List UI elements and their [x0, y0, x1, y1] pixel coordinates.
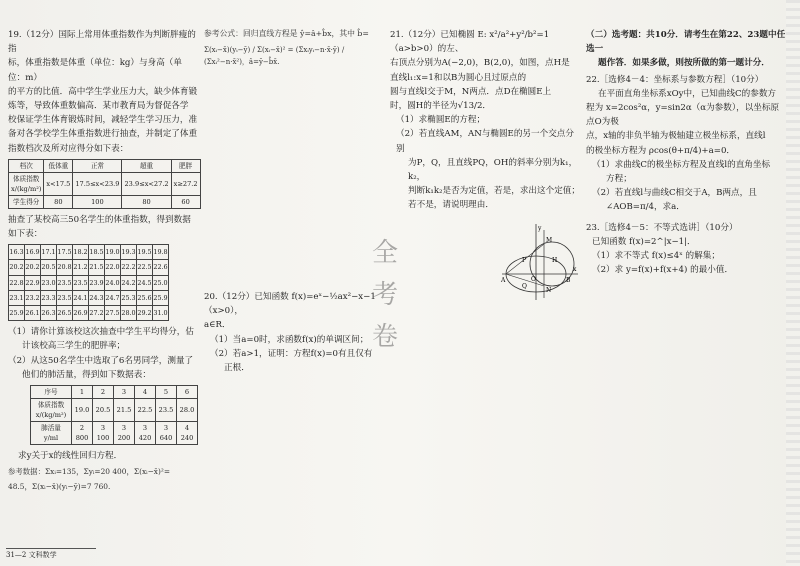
bmi-grid-cell: 22.2 — [121, 260, 137, 275]
q23-line: （1）求不等式 f(x)≤4ˣ 的解集； — [592, 251, 720, 262]
q21-line: 21.（12分）已知椭圆 E: x²/a²+y²/b²=1（a>b>0）的左、 — [390, 30, 550, 55]
bmi-grid-cell: 23.1 — [9, 290, 25, 305]
bmi-grid-row — [9, 306, 169, 321]
lung-table-header: 2 — [93, 386, 114, 399]
score-table-header: 低体重 — [44, 159, 73, 172]
bmi-grid-cell: 20.5 — [41, 260, 57, 275]
q21-line: 若不是，请说明理由． — [408, 200, 494, 211]
fig-label: N — [546, 287, 552, 294]
bmi-grid-cell: 19.8 — [153, 245, 169, 260]
score-table-header: 超重 — [122, 159, 171, 172]
bmi-grid-cell: 23.3 — [41, 290, 57, 305]
bmi-grid-cell: 26.9 — [73, 306, 89, 321]
score-table-header: 档次 — [9, 159, 44, 172]
lung-table-cell: 3 100 — [93, 422, 114, 445]
fig-label: Q — [522, 283, 527, 290]
bmi-grid-row — [9, 290, 169, 305]
q19-line: 校保证学生体育锻炼时间，减轻学生学习压力，准 — [8, 115, 198, 126]
column-q21 — [390, 28, 580, 213]
bmi-grid-cell: 20.8 — [57, 260, 73, 275]
lung-table-cell: 21.5 — [114, 399, 135, 422]
bmi-grid-cell: 23.9 — [89, 275, 105, 290]
fig-label: x — [573, 266, 577, 273]
bmi-grid-cell: 26.3 — [41, 306, 57, 321]
score-table-header: 肥胖 — [171, 159, 200, 172]
score-table-label: 体质指数 x/(kg/m²) — [9, 172, 44, 195]
bmi-grid-cell: 19.3 — [121, 245, 137, 260]
bmi-grid-cell: 24.2 — [121, 275, 137, 290]
column-elective — [586, 28, 786, 277]
lung-table-cell: 2 800 — [72, 422, 93, 445]
page-footer: 31—2 文科数学 — [6, 548, 96, 560]
bmi-grid-cell: 27.2 — [89, 306, 105, 321]
bmi-grid-cell: 19.5 — [137, 245, 153, 260]
bmi-grid-cell: 20.2 — [9, 260, 25, 275]
bmi-grid-cell: 20.2 — [25, 260, 41, 275]
q21-line: （1）求椭圆E的方程； — [396, 115, 486, 126]
q21-line: 为P，Q，且直线PQ，OH的斜率分别为k₁，k₂， — [408, 157, 578, 183]
bmi-grid-cell: 22.9 — [25, 275, 41, 290]
bmi-grid-cell: 16.3 — [9, 245, 25, 260]
stamp-char: 考 — [372, 280, 399, 310]
lung-table-cell: 23.5 — [156, 399, 177, 422]
bmi-grid-cell: 24.5 — [137, 275, 153, 290]
q19-ask: 求y关于x的线性回归方程． — [18, 451, 123, 462]
elective-head: 题作答．如果多做，则按所做的第一题计分． — [598, 58, 770, 69]
q19-mid-text: 抽查了某校高三50名学生的体重指数，得到数据如下表： — [8, 214, 191, 240]
q19-ref-data: 48.5，Σ(xᵢ−x̄)(yᵢ−ȳ)=7 760. — [8, 482, 111, 492]
q21-line: 判断k₁k₂是否为定值，若是，求出这个定值； — [408, 186, 580, 197]
lung-table-cell: 3 640 — [156, 422, 177, 445]
bmi-grid-row — [9, 275, 169, 290]
bmi-grid-cell: 27.5 — [105, 306, 121, 321]
q23-line: 已知函数 f(x)=2^|x−1|． — [592, 236, 696, 247]
lung-table-cell: 3 420 — [135, 422, 156, 445]
stamp-char: 卷 — [372, 322, 399, 352]
q19-line: 19.（12分）国际上常用体重指数作为判断胖瘦的指 — [8, 30, 196, 55]
bmi-grid-cell: 24.3 — [89, 290, 105, 305]
q20-line: 20.（12分）已知函数 f(x)=eˣ−½ax²−x−1（x>0）， — [204, 292, 376, 317]
bmi-grid-cell: 24.1 — [73, 290, 89, 305]
q22-line: （1）求曲线C的极坐标方程及直线l的直角坐标 — [592, 159, 771, 170]
q19-ref-data: 参考数据：Σxᵢ=135，Σyᵢ=20 400，Σ(xᵢ−x̄)²= — [8, 467, 171, 477]
q22-line: 22.［选修4－4：坐标系与参数方程］（10分） — [586, 74, 764, 85]
bmi-grid-cell: 29.2 — [137, 306, 153, 321]
lung-table-header: 3 — [114, 386, 135, 399]
bmi-grid-cell: 25.9 — [153, 290, 169, 305]
q21-line: 直线l₁:x=1和以B为圆心且过原点的 — [390, 72, 527, 83]
lung-table-header: 6 — [177, 386, 198, 399]
q21-line: 圆与直线l交于M，N两点．点D在椭圆E上 — [390, 86, 552, 97]
bmi-grid-cell: 17.5 — [57, 245, 73, 260]
bmi-grid-cell: 25.3 — [121, 290, 137, 305]
fig-label: O — [531, 276, 536, 283]
q21-line: 右顶点分别为A(−2,0)，B(2,0)，如图，点H是 — [390, 58, 570, 69]
q20-line: （1）当a=0时，求函数f(x)的单调区间； — [210, 334, 369, 345]
lung-table-header: 4 — [135, 386, 156, 399]
bmi-grid-cell: 21.2 — [73, 260, 89, 275]
lung-table-cell: 4 240 — [177, 422, 198, 445]
bmi-grid-row — [9, 245, 169, 260]
q22-line: ∠AOB=π/4，求a． — [606, 202, 685, 213]
bmi-grid-cell: 24.0 — [105, 275, 121, 290]
bmi-grid-cell: 19.0 — [105, 245, 121, 260]
q19-line: 炼等，导致体重数偏高．某市教育局为督促各学 — [8, 101, 189, 112]
q20-line: （2）若a>1，证明：方程f(x)=0有且仅有 — [210, 348, 373, 359]
bmi-grid-cell: 24.7 — [105, 290, 121, 305]
fig-label: B — [566, 277, 571, 284]
score-table-label: 学生得分 — [9, 195, 44, 208]
bmi-grid-cell: 23.0 — [41, 275, 57, 290]
fig-label: H — [552, 257, 558, 264]
lung-table-cell: 28.0 — [177, 399, 198, 422]
q19-part1: 计该校高三学生的肥胖率； — [22, 341, 126, 352]
bmi-grid-cell: 25.9 — [9, 306, 25, 321]
score-table-header: 正常 — [73, 159, 122, 172]
ellipse-figure — [500, 222, 580, 302]
bmi-grid-cell: 16.9 — [25, 245, 41, 260]
q22-line: 的极坐标方程为 ρcos(θ+π/4)+a=0． — [586, 145, 736, 156]
score-table-cell: 23.9≤x<27.2 — [122, 172, 171, 195]
fig-label: M — [546, 237, 553, 244]
bmi-grid-cell: 23.5 — [57, 275, 73, 290]
fig-label: A — [501, 277, 506, 284]
bmi-grid-cell: 23.5 — [57, 290, 73, 305]
bmi-data-grid — [8, 244, 169, 321]
score-table-cell: x<17.5 — [44, 172, 73, 195]
bmi-grid-cell: 31.0 — [153, 306, 169, 321]
q23-line: （2）求 y=f(x)+f(x+4) 的最小值． — [592, 265, 734, 276]
column-q19 — [8, 28, 198, 493]
bmi-grid-cell: 28.0 — [121, 306, 137, 321]
fig-label: P — [522, 257, 527, 264]
bmi-grid-cell: 25.6 — [137, 290, 153, 305]
score-table-cell: 100 — [73, 195, 122, 208]
bmi-grid-cell: 23.2 — [25, 290, 41, 305]
bmi-grid-cell: 17.1 — [41, 245, 57, 260]
q22-line: 点，x轴的非负半轴为极轴建立极坐标系，直线l — [586, 131, 766, 142]
stamp-char: 全 — [372, 238, 399, 268]
score-table — [8, 159, 201, 209]
lung-table-cell: 3 200 — [114, 422, 135, 445]
q19-line: 的平方的比值．高中学生学业压力大，缺少体育锻 — [8, 86, 198, 97]
regression-formula: Σ(xᵢ−x̄)(yᵢ−ȳ) / Σ(xᵢ−x̄)² = (Σxᵢyᵢ−n·x̄·ȳ) / (Σxᵢ²−n·x̄²)，â=ȳ−b̂x̄. — [204, 46, 345, 66]
bmi-grid-cell: 18.2 — [73, 245, 89, 260]
q22-line: （2）若直线l与曲线C相交于A，B两点，且 — [592, 188, 757, 199]
q20-line: 正根． — [224, 363, 250, 374]
lung-table-header: 5 — [156, 386, 177, 399]
bmi-grid-cell: 23.5 — [73, 275, 89, 290]
column-q20 — [204, 28, 384, 68]
q22-line: 方程； — [606, 174, 632, 185]
bmi-grid-cell: 22.5 — [137, 260, 153, 275]
bmi-grid-cell: 22.6 — [153, 260, 169, 275]
q20-line: a∈R． — [204, 320, 231, 331]
bmi-grid-cell: 26.1 — [25, 306, 41, 321]
elective-head: （二）选考题：共10分．请考生在第22、23题中任选一 — [586, 30, 786, 55]
bmi-grid-row — [9, 260, 169, 275]
score-table-cell: x≥27.2 — [171, 172, 200, 195]
lung-table-cell: 22.5 — [135, 399, 156, 422]
lung-table-cell: 19.0 — [72, 399, 93, 422]
watermark-stamp — [372, 232, 420, 382]
regression-formula: 参考公式：回归直线方程是 ŷ=â+b̂x，其中 b̂= — [204, 29, 369, 38]
q22-line: 程为 x=2cos²α，y=sin2α（α为参数），以坐标原点O为极 — [586, 103, 780, 128]
lung-table-cell: 20.5 — [93, 399, 114, 422]
q19-line: 标，体重指数是体重（单位：kg）与身高（单位：m） — [8, 58, 182, 83]
q23-line: 23.［选修4－5：不等式选讲］（10分） — [586, 222, 738, 233]
lung-table-label: 体质指数 x/(kg/m²) — [31, 399, 72, 422]
q22-line: 在平面直角坐标系xOy中，已知曲线C的参数方 — [598, 88, 777, 99]
bmi-grid-cell: 21.5 — [89, 260, 105, 275]
bmi-grid-cell: 26.5 — [57, 306, 73, 321]
q19-part2: 他们的肺活量，得到如下数据表： — [22, 369, 151, 380]
lung-table-header: 1 — [72, 386, 93, 399]
lung-table — [30, 385, 198, 445]
bmi-grid-cell: 22.0 — [105, 260, 121, 275]
bmi-grid-cell: 25.0 — [153, 275, 169, 290]
q21-line: 时，圆H的半径为√13/2． — [390, 101, 492, 112]
q19-part1: （1）请你计算该校这次抽查中学生平均得分，估 — [8, 327, 194, 338]
fig-label: y — [538, 225, 542, 232]
lung-table-header: 序号 — [31, 386, 72, 399]
score-table-cell: 60 — [171, 195, 200, 208]
score-table-cell: 17.5≤x<23.9 — [73, 172, 122, 195]
q19-line: 备对各学校学生体重指数进行抽查，并制定了体重 — [8, 129, 198, 140]
score-table-cell: 80 — [44, 195, 73, 208]
binding-edge — [786, 0, 800, 566]
bmi-grid-cell: 18.5 — [89, 245, 105, 260]
lung-table-label: 肺活量 y/ml — [31, 422, 72, 445]
bmi-grid-cell: 22.8 — [9, 275, 25, 290]
score-table-cell: 80 — [122, 195, 171, 208]
q20-block — [204, 290, 384, 375]
q19-part2: （2）从这50名学生中选取了6名男同学，测量了 — [8, 355, 194, 366]
q19-line: 指数档次及所对应得分如下表： — [8, 143, 129, 154]
q21-line: （2）若直线AM，AN与椭圆E的另一个交点分别 — [396, 129, 574, 154]
